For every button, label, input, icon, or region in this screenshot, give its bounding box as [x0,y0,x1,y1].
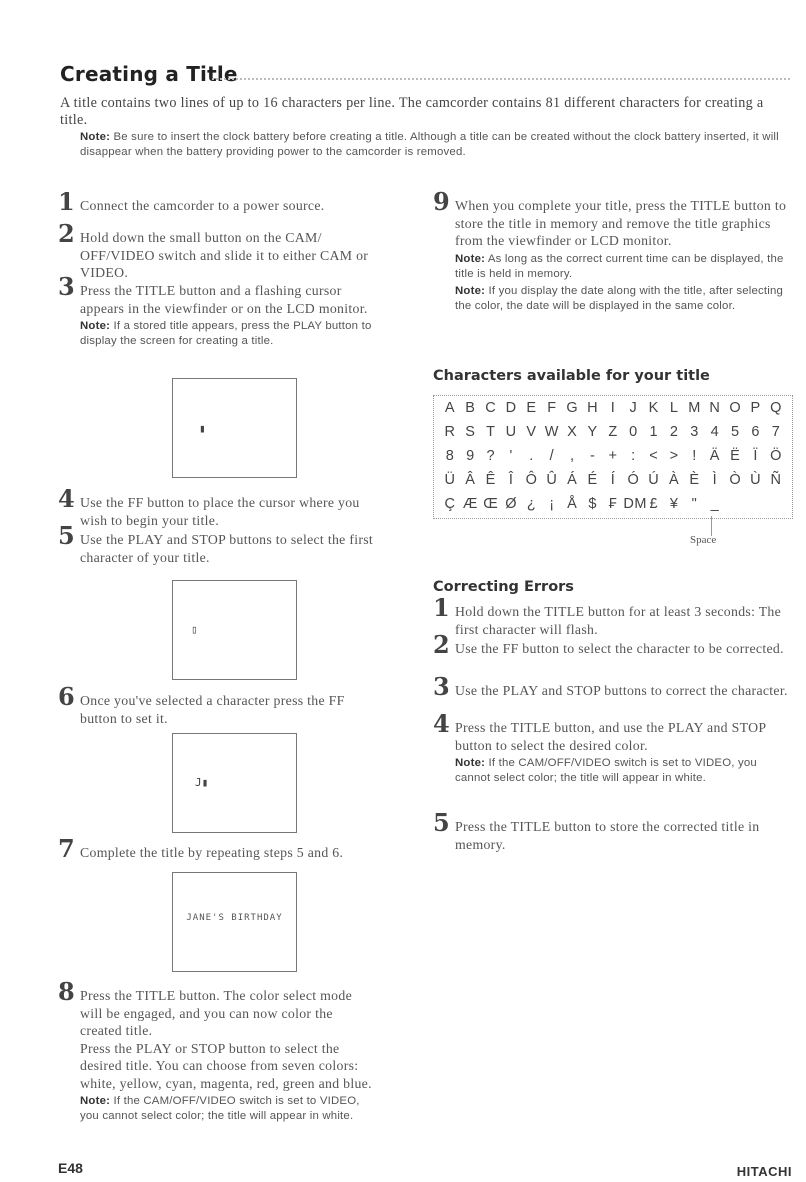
step-text: Use the FF button to select the character to be corrected. [455,641,784,656]
character-cell: Ó [627,472,640,488]
correct-step-4 [433,709,788,786]
character-cell: Ì [712,472,718,488]
step-number: 3 [58,272,75,301]
step-text: Complete the title by repeating steps 5 and 6. [80,845,344,860]
character-cell: F [547,400,557,416]
step-9-note [455,252,788,282]
correct-step-4-note [455,756,788,786]
viewfinder-screen-2 [172,580,297,680]
step-text: Once you've selected a character press the FF button to set it. [80,693,345,726]
correcting-heading: Correcting Errors [433,579,574,595]
character-cell: £ [649,496,659,512]
page-number: E48 [58,1160,83,1176]
step-text: Press the TITLE button and a flashing cursor appears in the viewfinder or on the LCD monitor. [80,283,368,316]
step-4 [58,484,375,529]
character-cell: X [567,424,578,440]
character-cell: : [631,448,636,464]
character-cell: Ö [770,448,782,464]
step-3-note [80,319,375,349]
step-text: Use the PLAY and STOP buttons to correct the character. [455,683,788,698]
note-label: Note: [80,320,111,332]
note-label: Note: [455,252,486,265]
character-cell: P [750,400,761,416]
character-cell: ! [692,448,697,464]
correct-step-5 [433,808,788,853]
character-cell: Æ [462,496,478,512]
title-divider [212,78,790,80]
step-8-note [80,1094,375,1124]
step-number: 1 [433,593,450,622]
cursor-character: ▯ [191,623,198,636]
viewfinder-screen-3 [172,733,297,833]
character-cell: Ú [648,472,660,488]
step-number: 2 [58,219,75,248]
character-table [433,395,793,519]
step-6 [58,682,375,727]
character-cell: - [589,448,596,464]
character-cell: È [689,472,700,488]
character-cell: É [587,472,598,488]
character-cell: Œ [483,496,499,512]
correct-step-3 [433,672,788,701]
character-cell: Ü [444,472,456,488]
character-cell: T [486,424,496,440]
brand-logo: HITACHI [736,1164,792,1179]
step-text: Press the TITLE button. The color select mode will be engaged, and you can now color the created title. [80,988,353,1038]
character-cell: Q [770,400,782,416]
character-cell: 2 [669,424,679,440]
flashing-cursor: ▮ [199,422,206,435]
note-label: Note: [455,284,486,297]
character-cell: 0 [629,424,638,440]
character-row [434,468,792,492]
character-cell: Â [465,472,476,488]
character-cell: G [566,400,579,416]
correct-step-1 [433,593,788,638]
character-cell: _ [710,496,720,512]
character-row [434,396,792,420]
character-cell: 6 [751,424,760,440]
character-cell: J [629,400,638,416]
character-cell: Z [608,424,618,440]
character-cell: ₣ [608,496,618,512]
character-cell: O [729,400,742,416]
character-cell: , [569,448,575,464]
step-text: Press the TITLE button, and use the PLAY and STOP button to select the desired color. [455,720,766,753]
character-cell: R [444,424,456,440]
step-text: Hold down the TITLE button for at least 3 seconds: The first character will flash. [455,604,782,637]
character-row [434,444,792,468]
intro-note-text: Be sure to insert the clock battery before creating a title. Although a title can be created without the clock battery inserted, it will disappear when the battery providing power to the camcorder is removed. [80,131,779,158]
character-cell: Û [546,472,558,488]
character-cell: Á [567,472,578,488]
note-text: If a stored title appears, press the PLAY button to display the screen for creating a title. [80,320,372,347]
character-cell: B [465,400,476,416]
step-number: 9 [433,187,450,216]
character-cell: Ù [750,472,762,488]
step-1 [58,187,375,216]
character-cell: 8 [445,448,455,464]
step-9-note-2 [455,284,788,314]
intro-text: A title contains two lines of up to 16 characters per line. The camcorder contains 81 different characters for creating a title. [60,95,764,128]
step-5 [58,521,375,566]
step-number: 5 [58,521,75,550]
note-text: If you display the date along with the title, after selecting the color, the date will be displayed in the same color. [455,284,784,312]
character-cell: V [526,424,537,440]
step-text: Hold down the small button on the CAM/ OFF/VIDEO switch and slide it to either CAM or VIDEO. [80,230,369,280]
step-number: 7 [58,834,75,863]
character-cell: A [444,400,456,416]
intro-note-label: Note: [80,131,111,143]
step-text: Press the TITLE button to store the corrected title in memory. [455,819,760,852]
character-cell: + [608,448,618,464]
correct-step-2 [433,630,788,659]
character-cell: " [691,496,698,512]
intro-note [80,130,788,160]
note-text: If the CAM/OFF/VIDEO switch is set to VIDEO, you cannot select color; the title will appear in white. [455,757,757,784]
character-cell: S [465,424,476,440]
character-cell: $ [588,496,597,512]
step-number: 1 [58,187,75,216]
note-label: Note: [80,1095,111,1107]
space-label: Space [690,534,717,546]
step-number: 4 [58,484,75,513]
character-cell: ¡ [549,496,555,512]
note-text: As long as the correct current time can be displayed, the title is held in memory. [455,252,784,280]
character-cell: / [549,448,555,464]
step-text: Use the FF button to place the cursor where you wish to begin your title. [80,495,360,528]
character-cell: 5 [730,424,740,440]
note-label: Note: [455,757,486,769]
note-text: If the CAM/OFF/VIDEO switch is set to VIDEO, you cannot select color; the title will appear in white. [80,1095,360,1122]
space-indicator-line [711,516,712,536]
character-cell: ? [486,448,496,464]
character-cell: H [587,400,599,416]
step-text: When you complete your title, press the TITLE button to store the title in memory and remove the title graphics from the viewfinder or LCD monitor. [455,198,787,248]
cursor-character: J▮ [195,776,209,789]
title-preview: JANE'S BIRTHDAY [186,913,283,923]
step-number: 6 [58,682,75,711]
character-cell: 7 [771,424,781,440]
character-cell: À [669,472,680,488]
character-cell: Ê [485,472,496,488]
character-cell: U [505,424,517,440]
step-7 [58,834,375,863]
step-number: 8 [58,977,75,1006]
character-cell: > [669,448,679,464]
character-cell: 9 [466,448,475,464]
step-text: Connect the camcorder to a power source. [80,198,325,213]
character-cell: L [669,400,679,416]
characters-heading: Characters available for your title [433,368,710,384]
character-cell: D [505,400,517,416]
character-cell: Ë [730,448,741,464]
step-9 [433,187,788,314]
character-cell: 3 [690,424,699,440]
step-number: 5 [433,808,450,837]
step-text-2: Press the PLAY or STOP button to select the desired title. You can choose from seven colors: white, yellow, cyan, magenta, red, green and blue. [80,1040,372,1091]
character-cell: ¥ [669,496,679,512]
character-row [434,492,792,516]
step-number: 2 [433,630,450,659]
character-cell: ¿ [526,496,537,512]
character-row [434,420,792,444]
character-cell: < [649,448,659,464]
character-cell: DM [623,496,647,512]
character-cell: Í [610,472,616,488]
character-cell: 1 [649,424,659,440]
page-title: Creating a Title [60,62,238,86]
character-cell: Î [508,472,514,488]
step-8 [58,977,375,1124]
character-cell: C [485,400,497,416]
character-cell: Y [587,424,598,440]
character-cell: N [709,400,721,416]
viewfinder-screen-1 [172,378,297,478]
character-cell: . [529,448,534,464]
character-cell: ' [509,448,513,464]
step-number: 4 [433,709,450,738]
character-cell: I [610,400,616,416]
viewfinder-screen-4 [172,872,297,972]
character-cell: Ä [709,448,720,464]
character-cell: Ï [753,448,758,464]
character-cell: E [526,400,537,416]
character-cell: K [648,400,659,416]
character-cell: Ñ [770,472,782,488]
step-number: 3 [433,672,450,701]
character-cell: W [544,424,559,440]
character-cell: M [688,400,701,416]
character-cell: Ò [729,472,742,488]
character-cell: Ô [525,472,538,488]
step-3 [58,272,375,349]
character-cell: Ç [444,496,456,512]
step-text: Use the PLAY and STOP buttons to select the first character of your title. [80,532,374,565]
character-cell: Ø [505,496,518,512]
character-cell: Å [567,496,578,512]
character-cell: 4 [710,424,720,440]
step-2 [58,219,375,282]
